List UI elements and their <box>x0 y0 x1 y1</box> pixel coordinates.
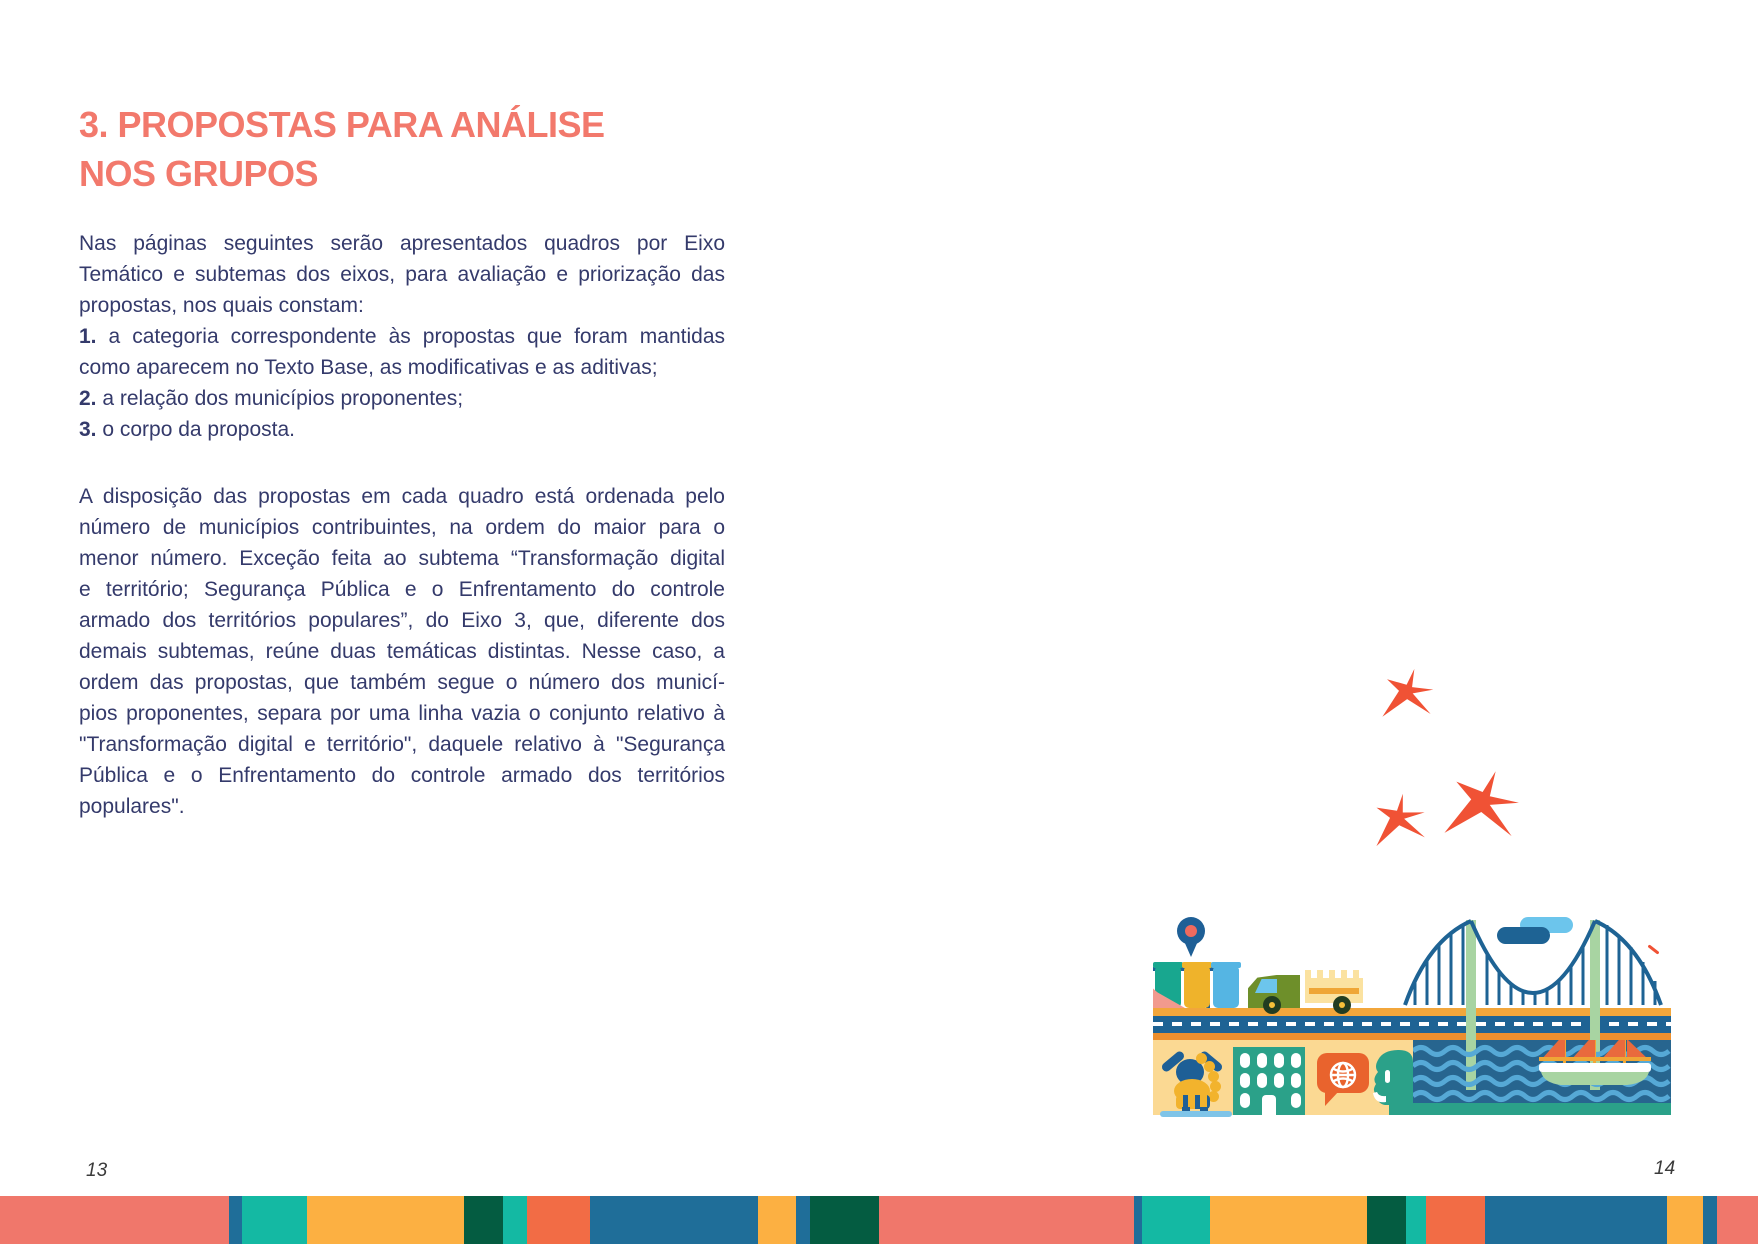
color-stripe <box>1142 1196 1210 1244</box>
color-stripe <box>879 1196 1134 1244</box>
text-line: propostas, nos quais constam: <box>79 294 364 317</box>
numbered-item: 3. o corpo da proposta. <box>79 418 295 441</box>
text-line: armado dos territórios populares”, do Eixo 3, que, diferente dos <box>79 609 725 632</box>
child-icon <box>1158 1045 1232 1115</box>
water-scene <box>1413 1033 1671 1115</box>
spark-star-icon <box>1372 792 1427 849</box>
face-profile-icon <box>1371 1048 1413 1115</box>
building-icon <box>1233 1047 1305 1115</box>
color-stripe <box>527 1196 590 1244</box>
recycle-bins-icon <box>1184 967 1210 1008</box>
numbered-item: 1. a categoria correspondente às propostas que foram mantidas <box>79 325 725 348</box>
text-line: Pública e o Enfrentamento do controle armado dos territórios <box>79 764 725 787</box>
color-stripe <box>796 1196 810 1244</box>
numbered-item: 2. a relação dos municípios proponentes; <box>79 387 464 410</box>
text-line: menor número. Exceção feita ao subtema “Transformação digital <box>79 547 725 570</box>
truck-trailer-slats <box>1305 970 1363 978</box>
color-stripe <box>464 1196 503 1244</box>
paragraph-1 <box>79 228 725 445</box>
text-line: A disposição das propostas em cada quadro está ordenada pelo <box>79 485 725 508</box>
color-stripe <box>1426 1196 1485 1244</box>
location-pin-icon <box>1177 917 1205 961</box>
spark-star-icon <box>1441 762 1524 847</box>
heading-line-1: 3. PROPOSTAS PARA ANÁLISE <box>79 104 605 145</box>
text-line: "Transformação digital e território", daquele relativo à "Segurança <box>79 733 725 756</box>
color-stripe <box>229 1196 242 1244</box>
color-stripe <box>0 1196 229 1244</box>
text-line: número de municípios contribuintes, na ordem do maior para o <box>79 516 725 539</box>
truck-wheel <box>1263 996 1281 1014</box>
truck-wheel <box>1333 996 1351 1014</box>
truck-trailer-stripe <box>1309 988 1359 994</box>
color-stripe <box>758 1196 796 1244</box>
text-line: populares". <box>79 795 185 818</box>
color-stripe <box>1406 1196 1426 1244</box>
color-stripe <box>810 1196 879 1244</box>
color-stripe <box>242 1196 307 1244</box>
text-line: Temático e subtemas dos eixos, para avaliação e priorização das <box>79 263 725 286</box>
text-line: como aparecem no Texto Base, as modificativas e as aditivas; <box>79 356 658 379</box>
color-stripe <box>307 1196 464 1244</box>
page-number-right: 14 <box>1654 1158 1676 1179</box>
footer-color-bar <box>0 1196 1758 1244</box>
spark-star-icon <box>1380 664 1435 723</box>
page-number-left: 13 <box>86 1160 108 1181</box>
color-stripe <box>1134 1196 1142 1244</box>
heading-line-2: NOS GRUPOS <box>79 153 319 194</box>
text-line: Nas páginas seguintes serão apresentados quadros por Eixo <box>79 232 725 255</box>
text-line: ordem das propostas, que também segue o número dos municí- <box>79 671 725 694</box>
text-line: pios proponentes, separa por uma linha vazia o conjunto relativo à <box>79 702 725 725</box>
speech-bubble-tail <box>1325 1091 1339 1106</box>
color-stripe <box>1703 1196 1717 1244</box>
recycle-bins-icon <box>1213 967 1239 1008</box>
paragraph-2 <box>79 481 725 822</box>
color-stripe <box>1717 1196 1758 1244</box>
city-illustration <box>1153 915 1671 1115</box>
color-stripe <box>1210 1196 1367 1244</box>
color-stripe <box>590 1196 758 1244</box>
color-stripe <box>503 1196 527 1244</box>
color-stripe <box>1485 1196 1667 1244</box>
text-line: e território; Segurança Pública e o Enfrentamento do controle <box>79 578 725 601</box>
body-text <box>79 228 725 822</box>
text-line: demais subtemas, reúne duas temáticas distintas. Nesse caso, a <box>79 640 725 663</box>
color-stripe <box>1367 1196 1406 1244</box>
section-heading <box>79 100 739 198</box>
cloud-icon <box>1497 927 1550 944</box>
color-stripe <box>1667 1196 1703 1244</box>
globe-icon <box>1327 1059 1359 1091</box>
